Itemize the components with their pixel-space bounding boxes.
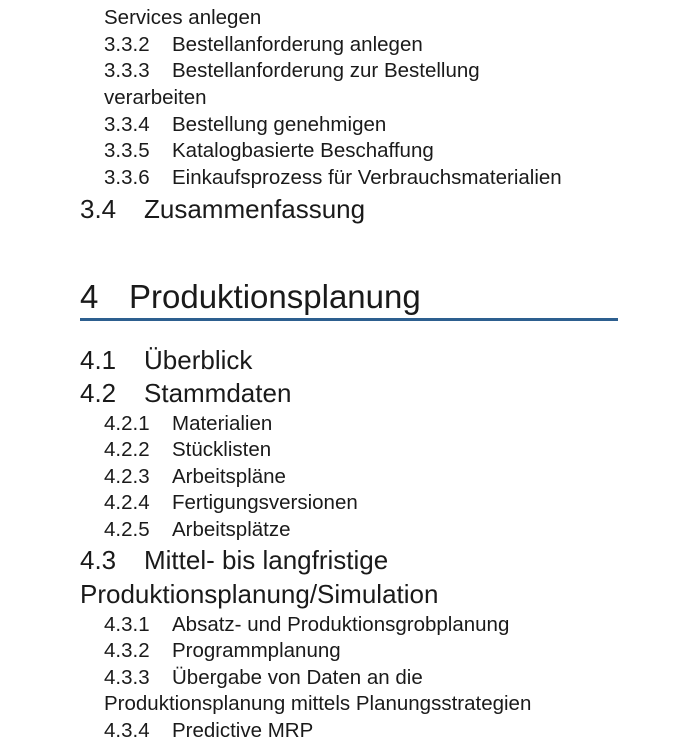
toc-entry-number: 4.3.1 [104, 613, 150, 636]
toc-entry-3-3-3[interactable] [104, 58, 480, 84]
toc-entry-number: 4.2 [80, 378, 117, 408]
toc-entry-title: Programmplanung [172, 639, 341, 662]
toc-entry-number: 4.1 [80, 345, 117, 375]
toc-entry-4-3-2[interactable] [104, 638, 341, 664]
toc-entry-number: 4.3.4 [104, 719, 150, 742]
toc-entry-3-4[interactable] [80, 193, 365, 225]
toc-entry-title: Einkaufsprozess für Verbrauchsmaterialien [172, 166, 562, 189]
toc-entry-title: Mittel- bis langfristige [144, 545, 389, 575]
toc-entry-4-2[interactable] [80, 377, 291, 409]
toc-entry-continuation [104, 5, 261, 31]
toc-entry-title: Katalogbasierte Beschaffung [172, 139, 434, 162]
toc-entry-title: Übergabe von Daten an die [172, 666, 423, 689]
toc-entry-title: Services anlegen [104, 6, 262, 29]
toc-entry-number: 3.4 [80, 194, 117, 224]
toc-entry-4-2-4[interactable] [104, 490, 358, 516]
toc-entry-title: Zusammenfassung [144, 194, 366, 224]
chapter-number: 4 [80, 278, 99, 315]
toc-entry-title: Bestellanforderung zur Bestellung [172, 59, 480, 82]
toc-entry-3-3-3-continuation [104, 85, 207, 111]
toc-entry-title: Bestellung genehmigen [172, 113, 387, 136]
toc-entry-title: Arbeitsplätze [172, 518, 291, 541]
toc-entry-title: Bestellanforderung anlegen [172, 33, 423, 56]
toc-entry-4-3-3-continuation [104, 691, 531, 717]
toc-entry-number: 3.3.5 [104, 139, 150, 162]
toc-entry-4-2-3[interactable] [104, 464, 286, 490]
toc-entry-title: Überblick [144, 345, 253, 375]
toc-entry-title: Materialien [172, 412, 273, 435]
toc-entry-3-3-4[interactable] [104, 112, 386, 138]
toc-entry-number: 4.3.3 [104, 666, 150, 689]
toc-entry-number: 3.3.3 [104, 59, 150, 82]
toc-entry-number: 4.2.5 [104, 518, 150, 541]
toc-entry-title: Fertigungsversionen [172, 491, 358, 514]
toc-entry-4-3-1[interactable] [104, 612, 509, 638]
toc-entry-number: 3.3.2 [104, 33, 150, 56]
toc-entry-4-2-2[interactable] [104, 437, 271, 463]
toc-chapter-4[interactable] [80, 277, 421, 317]
toc-entry-number: 4.2.1 [104, 412, 150, 435]
toc-entry-number: 4.2.3 [104, 465, 150, 488]
toc-entry-number: 3.3.4 [104, 113, 150, 136]
toc-entry-number: 4.3 [80, 545, 117, 575]
toc-entry-number: 3.3.6 [104, 166, 150, 189]
chapter-title: Produktionsplanung [129, 278, 421, 315]
toc-entry-3-3-5[interactable] [104, 138, 434, 164]
toc-entry-title: Absatz- und Produktionsgrobplanung [172, 613, 510, 636]
chapter-divider [80, 318, 618, 321]
toc-entry-4-3[interactable] [80, 544, 388, 576]
toc-entry-4-3-4[interactable] [104, 718, 313, 744]
toc-entry-title: Arbeitspläne [172, 465, 286, 488]
toc-entry-4-1[interactable] [80, 344, 252, 376]
toc-entry-title: Stammdaten [144, 378, 292, 408]
toc-entry-3-3-2[interactable] [104, 32, 423, 58]
toc-entry-number: 4.3.2 [104, 639, 150, 662]
toc-entry-4-3-continuation [80, 578, 438, 610]
toc-entry-4-2-5[interactable] [104, 517, 291, 543]
toc-entry-4-2-1[interactable] [104, 411, 272, 437]
toc-entry-title-cont: Produktionsplanung/Simulation [80, 579, 439, 609]
toc-entry-title: Predictive MRP [172, 719, 314, 742]
toc-entry-4-3-3[interactable] [104, 665, 423, 691]
toc-entry-title-cont: verarbeiten [104, 86, 207, 109]
toc-entry-title-cont: Produktionsplanung mittels Planungsstrategien [104, 692, 532, 715]
toc-entry-3-3-6[interactable] [104, 165, 562, 191]
toc-entry-title: Stücklisten [172, 438, 272, 461]
toc-entry-number: 4.2.2 [104, 438, 150, 461]
toc-entry-number: 4.2.4 [104, 491, 150, 514]
